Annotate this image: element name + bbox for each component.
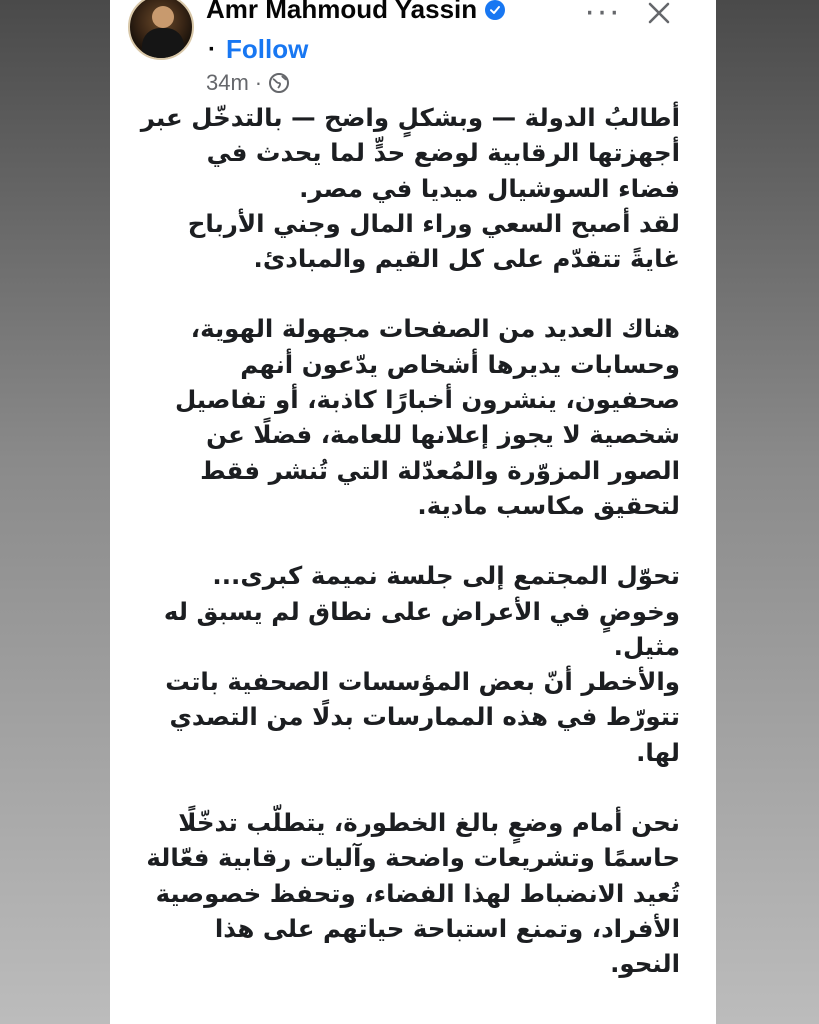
post-timestamp[interactable]: 34m bbox=[206, 70, 249, 95]
paragraph-gap bbox=[140, 276, 680, 311]
follow-row bbox=[208, 34, 308, 65]
post-text bbox=[140, 100, 680, 982]
post-meta bbox=[206, 70, 290, 96]
post-paragraph: تحوّل المجتمع إلى جلسة نميمة كبرى... وخوضٍ في الأعراض على نطاق لم يسبق له مثيل. bbox=[163, 561, 680, 661]
meta-separator: · bbox=[254, 70, 263, 95]
close-icon[interactable] bbox=[644, 0, 674, 28]
author-name[interactable]: Amr Mahmoud Yassin bbox=[206, 0, 478, 24]
author-row bbox=[206, 0, 505, 25]
author-avatar[interactable] bbox=[128, 0, 194, 60]
avatar-body bbox=[142, 28, 184, 60]
verified-badge-icon bbox=[485, 0, 505, 20]
follow-button[interactable]: Follow bbox=[226, 34, 309, 64]
paragraph-gap bbox=[140, 523, 680, 558]
post-paragraph: لقد أصبح السعي وراء المال وجني الأرباح غايةً تتقدّم على كل القيم والمبادئ. bbox=[187, 208, 680, 274]
post-paragraph: أطالبُ الدولة — وبشكلٍ واضح — بالتدخّل عبر أجهزتها الرقابية لوضع حدٍّ لما يحدث في فضاء السوشيال ميديا في مصر. bbox=[140, 103, 680, 203]
globe-icon[interactable] bbox=[268, 72, 290, 94]
post-paragraph: نحن أمام وضعٍ بالغ الخطورة، يتطلّب تدخّلًا حاسمًا وتشريعات واضحة وآليات رقابية فعّالة تُعيد الانضباط لهذا الفضاء، وتحفظ خصوصية الأفراد، وتمنع استباحة حياتهم على هذا النحو. bbox=[146, 808, 680, 979]
avatar-face bbox=[152, 6, 174, 28]
paragraph-gap bbox=[140, 770, 680, 805]
post-paragraph: والأخطر أنّ بعض المؤسسات الصحفية باتت تتورّط في هذه الممارسات بدلًا من التصدي لها. bbox=[165, 667, 680, 767]
post-paragraph: هناك العديد من الصفحات مجهولة الهوية، وحسابات يديرها أشخاص يدّعون أنهم صحفيون، ينشرون أخبارًا كاذبة، أو تفاصيل شخصية لا يجوز إعلانها للعامة، فضلًا عن الصور المزوّرة والمُعدّلة التي تُنشر فقط لتحقيق مكاسب مادية. bbox=[174, 314, 680, 520]
more-options-icon[interactable]: ··· bbox=[584, 0, 621, 30]
follow-separator: · bbox=[208, 35, 216, 63]
post-card bbox=[110, 0, 716, 1024]
